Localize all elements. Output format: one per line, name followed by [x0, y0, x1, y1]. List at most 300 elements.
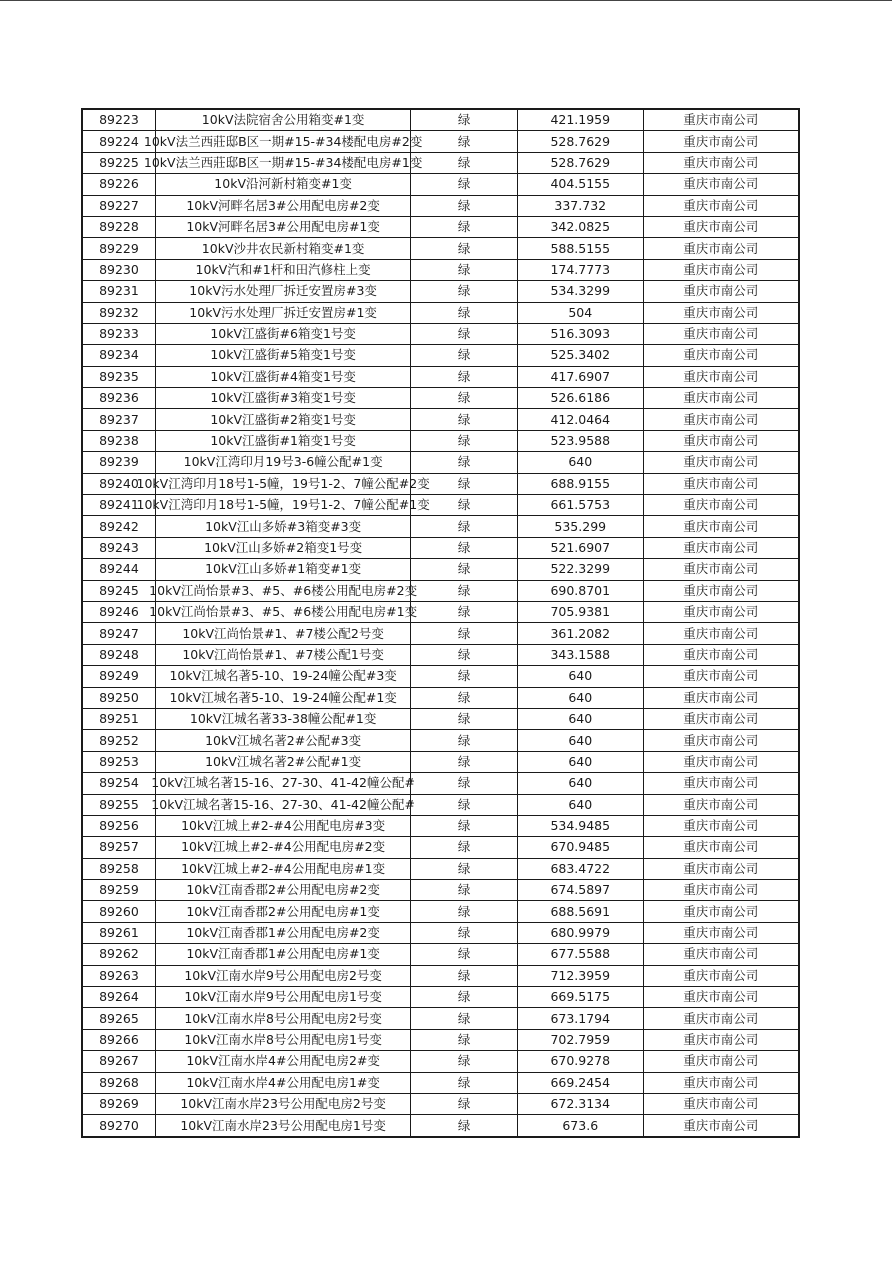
- cell-status-color[interactable]: 绿: [411, 537, 518, 558]
- cell-id[interactable]: 89248: [82, 644, 155, 665]
- table-row: [82, 302, 799, 323]
- cell-org[interactable]: 重庆市南公司: [643, 644, 799, 665]
- cell-name-text: 10kV江南水岸9号公用配电房1号变: [184, 989, 382, 1005]
- cell-value[interactable]: 673.1794: [517, 1008, 643, 1029]
- cell-id[interactable]: 89233: [82, 323, 155, 344]
- cell-status-color[interactable]: 绿: [411, 580, 518, 601]
- cell-name[interactable]: [155, 901, 410, 922]
- cell-org[interactable]: 重庆市南公司: [643, 922, 799, 943]
- cell-name-text-wrap: [156, 944, 410, 964]
- cell-name[interactable]: [155, 366, 410, 387]
- cell-value[interactable]: 677.5588: [517, 944, 643, 965]
- cell-value[interactable]: 404.5155: [517, 174, 643, 195]
- cell-name-text-wrap: [156, 110, 410, 130]
- cell-status-color[interactable]: 绿: [411, 644, 518, 665]
- cell-value[interactable]: 702.7959: [517, 1029, 643, 1050]
- cell-name[interactable]: [155, 559, 410, 580]
- cell-name-text: 10kV江尚怡景#1、#7楼公配2号变: [182, 625, 384, 641]
- cell-status-color[interactable]: 绿: [411, 109, 518, 131]
- table-row: [82, 216, 799, 237]
- cell-org[interactable]: 重庆市南公司: [643, 901, 799, 922]
- cell-id[interactable]: 89241: [82, 495, 155, 516]
- cell-status-color[interactable]: 绿: [411, 131, 518, 152]
- cell-org[interactable]: 重庆市南公司: [643, 131, 799, 152]
- cell-id[interactable]: 89261: [82, 922, 155, 943]
- cell-status-color[interactable]: 绿: [411, 195, 518, 216]
- cell-value[interactable]: 417.6907: [517, 366, 643, 387]
- cell-value[interactable]: 640: [517, 687, 643, 708]
- cell-org[interactable]: 重庆市南公司: [643, 880, 799, 901]
- cell-name[interactable]: [155, 1093, 410, 1114]
- cell-org[interactable]: 重庆市南公司: [643, 1008, 799, 1029]
- cell-value[interactable]: 669.5175: [517, 987, 643, 1008]
- cell-status-color[interactable]: 绿: [411, 216, 518, 237]
- cell-org[interactable]: 重庆市南公司: [643, 858, 799, 879]
- cell-value[interactable]: 669.2454: [517, 1072, 643, 1093]
- cell-name[interactable]: [155, 537, 410, 558]
- cell-status-color[interactable]: 绿: [411, 345, 518, 366]
- cell-name-text-wrap: [156, 559, 410, 579]
- cell-name[interactable]: [155, 623, 410, 644]
- cell-id[interactable]: 89270: [82, 1115, 155, 1137]
- cell-id[interactable]: 89223: [82, 109, 155, 131]
- cell-value[interactable]: 343.1588: [517, 644, 643, 665]
- cell-id[interactable]: 89240: [82, 473, 155, 494]
- cell-status-color[interactable]: 绿: [411, 944, 518, 965]
- table-row: [82, 152, 799, 173]
- cell-status-color[interactable]: 绿: [411, 1051, 518, 1072]
- cell-value[interactable]: 528.7629: [517, 152, 643, 173]
- cell-name[interactable]: [155, 409, 410, 430]
- table-row: [82, 1051, 799, 1072]
- cell-id[interactable]: 89231: [82, 281, 155, 302]
- cell-status-color[interactable]: 绿: [411, 794, 518, 815]
- cell-name-text: 10kV江南香郡2#公用配电房#2变: [186, 882, 380, 898]
- cell-name[interactable]: [155, 987, 410, 1008]
- cell-name[interactable]: [155, 751, 410, 772]
- cell-name[interactable]: [155, 216, 410, 237]
- cell-status-color[interactable]: 绿: [411, 987, 518, 1008]
- cell-status-color[interactable]: 绿: [411, 858, 518, 879]
- cell-org[interactable]: 重庆市南公司: [643, 1115, 799, 1137]
- cell-id[interactable]: 89269: [82, 1093, 155, 1114]
- cell-value[interactable]: 674.5897: [517, 880, 643, 901]
- cell-value[interactable]: 174.7773: [517, 259, 643, 280]
- cell-value[interactable]: 661.5753: [517, 495, 643, 516]
- cell-name[interactable]: [155, 1115, 410, 1137]
- cell-name[interactable]: [155, 516, 410, 537]
- cell-name[interactable]: [136, 495, 430, 516]
- cell-id[interactable]: 89232: [82, 302, 155, 323]
- cell-id[interactable]: 89246: [82, 601, 155, 622]
- cell-org[interactable]: 重庆市南公司: [643, 815, 799, 836]
- cell-value[interactable]: 361.2082: [517, 623, 643, 644]
- cell-org[interactable]: 重庆市南公司: [643, 238, 799, 259]
- cell-value[interactable]: 640: [517, 452, 643, 473]
- cell-org[interactable]: 重庆市南公司: [643, 1051, 799, 1072]
- cell-id[interactable]: 89251: [82, 708, 155, 729]
- cell-name-text-wrap: [156, 1073, 410, 1093]
- cell-status-color[interactable]: 绿: [411, 965, 518, 986]
- cell-id[interactable]: 89249: [82, 666, 155, 687]
- cell-name-text: 10kV江盛街#2箱变1号变: [210, 411, 356, 427]
- cell-name[interactable]: [155, 1051, 410, 1072]
- cell-org[interactable]: 重庆市南公司: [643, 259, 799, 280]
- cell-name[interactable]: [155, 302, 410, 323]
- cell-org[interactable]: 重庆市南公司: [643, 152, 799, 173]
- cell-value[interactable]: 705.9381: [517, 601, 643, 622]
- cell-org[interactable]: 重庆市南公司: [643, 473, 799, 494]
- cell-name[interactable]: [155, 666, 410, 687]
- cell-status-color[interactable]: 绿: [411, 1072, 518, 1093]
- cell-name[interactable]: [155, 388, 410, 409]
- cell-name-text-wrap: [156, 902, 410, 922]
- cell-name[interactable]: [149, 580, 418, 601]
- cell-org[interactable]: 重庆市南公司: [643, 666, 799, 687]
- cell-id[interactable]: 89224: [82, 131, 155, 152]
- cell-org[interactable]: 重庆市南公司: [643, 601, 799, 622]
- cell-value[interactable]: 640: [517, 666, 643, 687]
- cell-value[interactable]: 672.3134: [517, 1093, 643, 1114]
- table-row: [82, 409, 799, 430]
- cell-name-text: 10kV江尚怡景#1、#7楼公配1号变: [182, 646, 384, 662]
- cell-org[interactable]: 重庆市南公司: [643, 302, 799, 323]
- cell-status-color[interactable]: 绿: [411, 473, 518, 494]
- cell-value[interactable]: 640: [517, 773, 643, 794]
- table-row: [82, 259, 799, 280]
- table-row: [82, 837, 799, 858]
- cell-name[interactable]: [155, 195, 410, 216]
- cell-name[interactable]: [149, 601, 418, 622]
- cell-name-text: 10kV污水处理厂拆迁安置房#3变: [189, 283, 377, 299]
- cell-name[interactable]: [155, 1072, 410, 1093]
- table-row: [82, 1029, 799, 1050]
- cell-value[interactable]: 690.8701: [517, 580, 643, 601]
- cell-status-color[interactable]: 绿: [411, 174, 518, 195]
- cell-name-text-wrap: [156, 260, 410, 280]
- cell-value[interactable]: 588.5155: [517, 238, 643, 259]
- cell-org[interactable]: 重庆市南公司: [643, 708, 799, 729]
- cell-name-text-wrap: [156, 624, 410, 644]
- cell-id[interactable]: 89250: [82, 687, 155, 708]
- table-row: [82, 452, 799, 473]
- table-row: [82, 323, 799, 344]
- cell-value[interactable]: 412.0464: [517, 409, 643, 430]
- cell-value[interactable]: 673.6: [517, 1115, 643, 1137]
- cell-name[interactable]: [155, 815, 410, 836]
- cell-status-color[interactable]: 绿: [411, 623, 518, 644]
- cell-id[interactable]: 89255: [82, 794, 155, 815]
- cell-value[interactable]: 680.9979: [517, 922, 643, 943]
- cell-status-color[interactable]: 绿: [411, 687, 518, 708]
- cell-value[interactable]: 342.0825: [517, 216, 643, 237]
- cell-org[interactable]: 重庆市南公司: [643, 751, 799, 772]
- cell-value[interactable]: 683.4722: [517, 858, 643, 879]
- cell-org[interactable]: 重庆市南公司: [643, 516, 799, 537]
- cell-name-text: 10kV江南水岸8号公用配电房1号变: [184, 1031, 382, 1047]
- cell-name[interactable]: [155, 644, 410, 665]
- cell-name[interactable]: [155, 944, 410, 965]
- cell-status-color[interactable]: 绿: [411, 601, 518, 622]
- cell-value[interactable]: 421.1959: [517, 109, 643, 131]
- cell-name-text-wrap: [156, 1009, 410, 1029]
- cell-name-text: 10kV江城名著5-10、19-24幢公配#3变: [169, 668, 397, 684]
- table-row: [82, 516, 799, 537]
- cell-id[interactable]: 89238: [82, 430, 155, 451]
- cell-name-text: 10kV江山多娇#3箱变#3变: [205, 518, 362, 534]
- table-row: [82, 537, 799, 558]
- cell-org[interactable]: 重庆市南公司: [643, 1093, 799, 1114]
- cell-status-color[interactable]: 绿: [411, 323, 518, 344]
- cell-name[interactable]: [155, 965, 410, 986]
- cell-status-color[interactable]: 绿: [411, 773, 518, 794]
- cell-org[interactable]: 重庆市南公司: [643, 537, 799, 558]
- cell-name[interactable]: [155, 259, 410, 280]
- cell-org[interactable]: 重庆市南公司: [643, 174, 799, 195]
- table-row: [82, 1115, 799, 1137]
- cell-org[interactable]: 重庆市南公司: [643, 687, 799, 708]
- cell-status-color[interactable]: 绿: [411, 281, 518, 302]
- table-row: [82, 388, 799, 409]
- cell-name-text-wrap: [156, 410, 410, 430]
- cell-value[interactable]: 670.9278: [517, 1051, 643, 1072]
- cell-value[interactable]: 534.3299: [517, 281, 643, 302]
- cell-org[interactable]: 重庆市南公司: [643, 109, 799, 131]
- cell-status-color[interactable]: 绿: [411, 815, 518, 836]
- cell-id[interactable]: 89253: [82, 751, 155, 772]
- cell-id[interactable]: 89228: [82, 216, 155, 237]
- cell-id[interactable]: 89245: [82, 580, 155, 601]
- cell-name-text-wrap: [156, 452, 410, 472]
- cell-name-text-wrap: [156, 966, 410, 986]
- cell-name-text-wrap: [156, 174, 410, 194]
- cell-org[interactable]: 重庆市南公司: [643, 430, 799, 451]
- cell-org[interactable]: 重庆市南公司: [643, 944, 799, 965]
- cell-value[interactable]: 525.3402: [517, 345, 643, 366]
- cell-org[interactable]: 重庆市南公司: [643, 409, 799, 430]
- cell-name-text: 10kV江城上#2-#4公用配电房#1变: [181, 860, 386, 876]
- cell-name-text: 10kV江南水岸23号公用配电房2号变: [180, 1096, 386, 1112]
- cell-status-color[interactable]: 绿: [411, 495, 518, 516]
- cell-id[interactable]: 89254: [82, 773, 155, 794]
- cell-name[interactable]: [136, 473, 430, 494]
- cell-name[interactable]: [143, 152, 423, 173]
- cell-value[interactable]: 534.9485: [517, 815, 643, 836]
- cell-status-color[interactable]: 绿: [411, 730, 518, 751]
- cell-id[interactable]: 89265: [82, 1008, 155, 1029]
- cell-id[interactable]: 89259: [82, 880, 155, 901]
- cell-value[interactable]: 523.9588: [517, 430, 643, 451]
- cell-org[interactable]: 重庆市南公司: [643, 730, 799, 751]
- cell-status-color[interactable]: 绿: [411, 516, 518, 537]
- cell-id[interactable]: 89227: [82, 195, 155, 216]
- cell-name-text: 10kV江南香郡1#公用配电房#2变: [186, 925, 380, 941]
- cell-name-text: 10kV河畔名居3#公用配电房#1变: [186, 219, 380, 235]
- cell-org[interactable]: 重庆市南公司: [643, 965, 799, 986]
- cell-status-color[interactable]: 绿: [411, 751, 518, 772]
- cell-org[interactable]: 重庆市南公司: [643, 837, 799, 858]
- cell-name[interactable]: [155, 1029, 410, 1050]
- cell-org[interactable]: 重庆市南公司: [643, 366, 799, 387]
- cell-name-text-wrap: [156, 709, 410, 729]
- cell-name[interactable]: [155, 174, 410, 195]
- cell-status-color[interactable]: 绿: [411, 430, 518, 451]
- cell-id[interactable]: 89236: [82, 388, 155, 409]
- cell-org[interactable]: 重庆市南公司: [643, 495, 799, 516]
- cell-status-color[interactable]: 绿: [411, 837, 518, 858]
- cell-org[interactable]: 重庆市南公司: [643, 195, 799, 216]
- cell-org[interactable]: 重庆市南公司: [643, 987, 799, 1008]
- cell-name[interactable]: [155, 1008, 410, 1029]
- cell-name[interactable]: [151, 773, 415, 794]
- cell-id[interactable]: 89268: [82, 1072, 155, 1093]
- cell-org[interactable]: 重庆市南公司: [643, 1029, 799, 1050]
- cell-name[interactable]: [155, 922, 410, 943]
- cell-id[interactable]: 89247: [82, 623, 155, 644]
- cell-value[interactable]: 688.9155: [517, 473, 643, 494]
- cell-org[interactable]: 重庆市南公司: [643, 345, 799, 366]
- cell-status-color[interactable]: 绿: [411, 302, 518, 323]
- cell-id[interactable]: 89235: [82, 366, 155, 387]
- cell-org[interactable]: 重庆市南公司: [643, 323, 799, 344]
- cell-id[interactable]: 89237: [82, 409, 155, 430]
- cell-status-color[interactable]: 绿: [411, 238, 518, 259]
- cell-name-text: 10kV江盛街#5箱变1号变: [210, 347, 356, 363]
- cell-name[interactable]: [155, 730, 410, 751]
- cell-name-text-wrap: [151, 795, 415, 815]
- cell-id[interactable]: 89252: [82, 730, 155, 751]
- cell-status-color[interactable]: 绿: [411, 152, 518, 173]
- cell-name[interactable]: [155, 708, 410, 729]
- cell-name[interactable]: [155, 687, 410, 708]
- cell-name[interactable]: [155, 452, 410, 473]
- cell-org[interactable]: 重庆市南公司: [643, 773, 799, 794]
- cell-org[interactable]: 重庆市南公司: [643, 452, 799, 473]
- cell-value[interactable]: 504: [517, 302, 643, 323]
- cell-name-text: 10kV江城名著15-16、27-30、41-42幢公配#: [151, 796, 415, 812]
- cell-name-text: 10kV江湾印月18号1-5幢，19号1-2、7幢公配#2变: [136, 475, 430, 491]
- table-row: [82, 730, 799, 751]
- cell-status-color[interactable]: 绿: [411, 388, 518, 409]
- cell-status-color[interactable]: 绿: [411, 1008, 518, 1029]
- cell-org[interactable]: 重庆市南公司: [643, 1072, 799, 1093]
- cell-status-color[interactable]: 绿: [411, 901, 518, 922]
- cell-status-color[interactable]: 绿: [411, 1115, 518, 1137]
- cell-id[interactable]: 89234: [82, 345, 155, 366]
- cell-id[interactable]: 89256: [82, 815, 155, 836]
- cell-value[interactable]: 516.3093: [517, 323, 643, 344]
- cell-value[interactable]: 670.9485: [517, 837, 643, 858]
- cell-value[interactable]: 337.732: [517, 195, 643, 216]
- cell-status-color[interactable]: 绿: [411, 366, 518, 387]
- table-row: [82, 644, 799, 665]
- cell-id[interactable]: 89226: [82, 174, 155, 195]
- cell-name[interactable]: [155, 109, 410, 131]
- cell-status-color[interactable]: 绿: [411, 708, 518, 729]
- table-row: [82, 174, 799, 195]
- cell-status-color[interactable]: 绿: [411, 1029, 518, 1050]
- cell-org[interactable]: 重庆市南公司: [643, 580, 799, 601]
- cell-id[interactable]: 89260: [82, 901, 155, 922]
- cell-value[interactable]: 640: [517, 794, 643, 815]
- cell-org[interactable]: 重庆市南公司: [643, 794, 799, 815]
- cell-id[interactable]: 89262: [82, 944, 155, 965]
- cell-value[interactable]: 526.6186: [517, 388, 643, 409]
- cell-org[interactable]: 重庆市南公司: [643, 216, 799, 237]
- cell-name[interactable]: [155, 238, 410, 259]
- cell-status-color[interactable]: 绿: [411, 666, 518, 687]
- cell-org[interactable]: 重庆市南公司: [643, 559, 799, 580]
- cell-name[interactable]: [155, 858, 410, 879]
- cell-name[interactable]: [155, 837, 410, 858]
- cell-name[interactable]: [155, 281, 410, 302]
- cell-value[interactable]: 640: [517, 730, 643, 751]
- cell-name-text-wrap: [156, 239, 410, 259]
- cell-value[interactable]: 640: [517, 751, 643, 772]
- table-row: [82, 687, 799, 708]
- cell-name-text-wrap: [156, 666, 410, 686]
- cell-id[interactable]: 89243: [82, 537, 155, 558]
- cell-status-color[interactable]: 绿: [411, 452, 518, 473]
- cell-name-text-wrap: [149, 602, 418, 622]
- cell-name[interactable]: [155, 323, 410, 344]
- table-body: [82, 109, 799, 1137]
- cell-name[interactable]: [155, 345, 410, 366]
- cell-status-color[interactable]: 绿: [411, 409, 518, 430]
- cell-name[interactable]: [143, 131, 423, 152]
- cell-name-text-wrap: [149, 581, 418, 601]
- cell-id[interactable]: 89258: [82, 858, 155, 879]
- cell-id[interactable]: 89242: [82, 516, 155, 537]
- cell-id[interactable]: 89264: [82, 987, 155, 1008]
- cell-name[interactable]: [155, 880, 410, 901]
- cell-name-text: 10kV江山多娇#2箱变1号变: [204, 540, 363, 555]
- cell-id[interactable]: 89239: [82, 452, 155, 473]
- cell-value[interactable]: 688.5691: [517, 901, 643, 922]
- cell-status-color[interactable]: 绿: [411, 1093, 518, 1114]
- cell-name-text-wrap: [156, 880, 410, 900]
- cell-value[interactable]: 528.7629: [517, 131, 643, 152]
- cell-value[interactable]: 522.3299: [517, 559, 643, 580]
- cell-id[interactable]: 89257: [82, 837, 155, 858]
- cell-id[interactable]: 89267: [82, 1051, 155, 1072]
- cell-name-text: 10kV江尚怡景#3、#5、#6楼公用配电房#1变: [149, 604, 418, 620]
- cell-id[interactable]: 89229: [82, 238, 155, 259]
- cell-org[interactable]: 重庆市南公司: [643, 623, 799, 644]
- cell-id[interactable]: 89225: [82, 152, 155, 173]
- cell-id[interactable]: 89263: [82, 965, 155, 986]
- cell-name[interactable]: [151, 794, 415, 815]
- cell-id[interactable]: 89244: [82, 559, 155, 580]
- cell-org[interactable]: 重庆市南公司: [643, 388, 799, 409]
- cell-name-text-wrap: [156, 688, 410, 708]
- cell-org[interactable]: 重庆市南公司: [643, 281, 799, 302]
- cell-id[interactable]: 89266: [82, 1029, 155, 1050]
- cell-status-color[interactable]: 绿: [411, 259, 518, 280]
- cell-name-text: 10kV江城名著33-38幢公配#1变: [189, 711, 377, 727]
- cell-status-color[interactable]: 绿: [411, 922, 518, 943]
- cell-status-color[interactable]: 绿: [411, 559, 518, 580]
- cell-name-text: 10kV汽和#1杆和田汽修柱上变: [195, 261, 371, 277]
- cell-value[interactable]: 521.6907: [517, 537, 643, 558]
- cell-value[interactable]: 535.299: [517, 516, 643, 537]
- cell-name[interactable]: [155, 430, 410, 451]
- table-row: [82, 366, 799, 387]
- cell-status-color[interactable]: 绿: [411, 880, 518, 901]
- cell-value[interactable]: 712.3959: [517, 965, 643, 986]
- cell-id[interactable]: 89230: [82, 259, 155, 280]
- cell-value[interactable]: 640: [517, 708, 643, 729]
